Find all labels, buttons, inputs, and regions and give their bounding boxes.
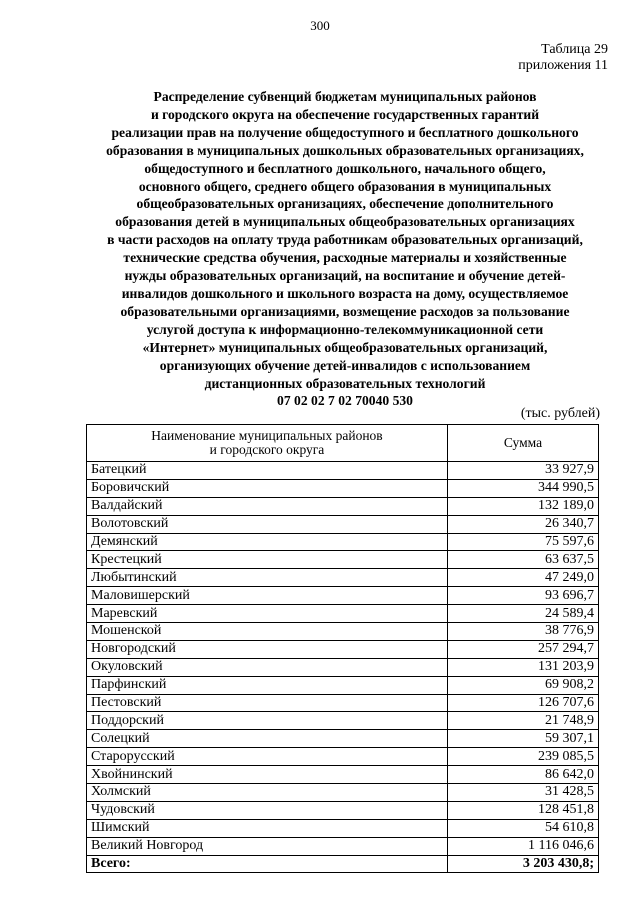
table-row xyxy=(87,658,599,676)
title-line: 07 02 02 7 02 70040 530 xyxy=(277,393,413,409)
header-municipality xyxy=(87,425,448,462)
municipality-name: Батецкий xyxy=(87,462,448,480)
table-row xyxy=(87,587,599,605)
total-sum: 3 203 430,8; xyxy=(448,855,599,873)
municipality-sum: 26 340,7 xyxy=(448,515,599,533)
title-line: дистанционных образовательных технологий xyxy=(204,375,486,391)
municipality-name: Поддорский xyxy=(87,712,448,730)
municipality-name: Хвойнинский xyxy=(87,766,448,784)
table-header-row xyxy=(87,425,599,462)
municipality-sum: 54 610,8 xyxy=(448,819,599,837)
municipality-name: Парфинский xyxy=(87,676,448,694)
municipality-name: Боровичский xyxy=(87,479,448,497)
title-line: услугой доступа к информационно-телекоммуникационной сети xyxy=(146,321,544,337)
municipality-name: Шимский xyxy=(87,819,448,837)
table-row xyxy=(87,694,599,712)
table-row xyxy=(87,712,599,730)
table-reference xyxy=(518,42,608,74)
municipality-name: Солецкий xyxy=(87,730,448,748)
municipality-sum: 33 927,9 xyxy=(448,462,599,480)
municipality-sum: 128 451,8 xyxy=(448,801,599,819)
title-line: в части расходов на оплату труда работникам образовательных организаций, xyxy=(107,232,583,248)
title-line: и городского округа на обеспечение государственных гарантий xyxy=(150,106,540,122)
municipality-name: Чудовский xyxy=(87,801,448,819)
municipality-sum: 93 696,7 xyxy=(448,587,599,605)
municipality-sum: 344 990,5 xyxy=(448,479,599,497)
table-row xyxy=(87,766,599,784)
municipality-sum: 131 203,9 xyxy=(448,658,599,676)
table-row xyxy=(87,605,599,623)
total-row xyxy=(87,855,599,873)
municipality-sum: 126 707,6 xyxy=(448,694,599,712)
municipality-name: Пестовский xyxy=(87,694,448,712)
header-municipality-line2: и городского округа xyxy=(209,442,325,457)
municipality-sum: 75 597,6 xyxy=(448,533,599,551)
table-row xyxy=(87,837,599,855)
municipality-name: Старорусский xyxy=(87,748,448,766)
municipality-sum: 21 748,9 xyxy=(448,712,599,730)
table-reference-line1: Таблица 29 xyxy=(541,42,608,57)
table-row xyxy=(87,748,599,766)
municipality-name: Мошенской xyxy=(87,623,448,641)
municipality-sum: 38 776,9 xyxy=(448,623,599,641)
header-municipality-line1: Наименование муниципальных районов xyxy=(151,428,383,443)
municipality-sum: 69 908,2 xyxy=(448,676,599,694)
municipality-sum: 31 428,5 xyxy=(448,784,599,802)
table-row xyxy=(87,801,599,819)
municipality-name: Волотовский xyxy=(87,515,448,533)
municipality-sum: 132 189,0 xyxy=(448,497,599,515)
municipality-sum: 1 116 046,6 xyxy=(448,837,599,855)
table-row xyxy=(87,551,599,569)
table-body xyxy=(87,462,599,856)
title-line: нужды образовательных организаций, на воспитание и обучение детей- xyxy=(124,268,566,284)
title-line: реализации прав на получение общедоступного и бесплатного дошкольного xyxy=(111,124,579,140)
title-line: Распределение субвенций бюджетам муниципальных районов xyxy=(153,89,537,104)
municipality-name: Маловишерский xyxy=(87,587,448,605)
municipality-sum: 239 085,5 xyxy=(448,748,599,766)
title-line: организующих обучение детей-инвалидов с использованием xyxy=(159,357,531,373)
subsidy-table xyxy=(86,424,599,873)
title-line: образования детей в муниципальных общеобразовательных организациях xyxy=(115,214,575,230)
municipality-sum: 59 307,1 xyxy=(448,730,599,748)
units-label: (тыс. рублей) xyxy=(520,406,600,421)
table-row xyxy=(87,479,599,497)
table-row xyxy=(87,784,599,802)
title-line: общеобразовательных организациях, обеспечение дополнительного xyxy=(136,196,554,212)
table-row xyxy=(87,462,599,480)
title-line: технические средства обучения, расходные материалы и хозяйственные xyxy=(123,250,567,266)
municipality-sum: 257 294,7 xyxy=(448,640,599,658)
municipality-name: Великий Новгород xyxy=(87,837,448,855)
municipality-name: Окуловский xyxy=(87,658,448,676)
municipality-name: Демянский xyxy=(87,533,448,551)
municipality-sum: 24 589,4 xyxy=(448,605,599,623)
municipality-name: Любытинский xyxy=(87,569,448,587)
table-row xyxy=(87,676,599,694)
table-row xyxy=(87,623,599,641)
table-row xyxy=(87,515,599,533)
table-row xyxy=(87,730,599,748)
title-line: основного общего, среднего общего образования в муниципальных xyxy=(138,178,552,194)
page-number: 300 xyxy=(310,18,330,33)
title-line: образования в муниципальных дошкольных образовательных организациях, xyxy=(106,142,584,158)
total-label: Всего: xyxy=(87,855,448,873)
table-row xyxy=(87,819,599,837)
header-sum: Сумма xyxy=(448,425,599,462)
municipality-name: Валдайский xyxy=(87,497,448,515)
table-row xyxy=(87,569,599,587)
table-row xyxy=(87,533,599,551)
title-line: «Интернет» муниципальных общеобразовательных организаций, xyxy=(142,339,548,355)
document-title xyxy=(80,88,610,410)
municipality-sum: 47 249,0 xyxy=(448,569,599,587)
table-row xyxy=(87,497,599,515)
table-row xyxy=(87,640,599,658)
municipality-name: Маревский xyxy=(87,605,448,623)
municipality-name: Крестецкий xyxy=(87,551,448,569)
table-reference-line2: приложения 11 xyxy=(518,58,608,73)
municipality-name: Холмский xyxy=(87,784,448,802)
title-line: образовательными организациями, возмещение расходов за пользование xyxy=(120,303,570,319)
municipality-sum: 86 642,0 xyxy=(448,766,599,784)
title-line: общедоступного и бесплатного дошкольного, начального общего, xyxy=(144,160,546,176)
title-line: инвалидов дошкольного и школьного возраста на дому, осуществляемое xyxy=(121,285,569,301)
municipality-name: Новгородский xyxy=(87,640,448,658)
municipality-sum: 63 637,5 xyxy=(448,551,599,569)
